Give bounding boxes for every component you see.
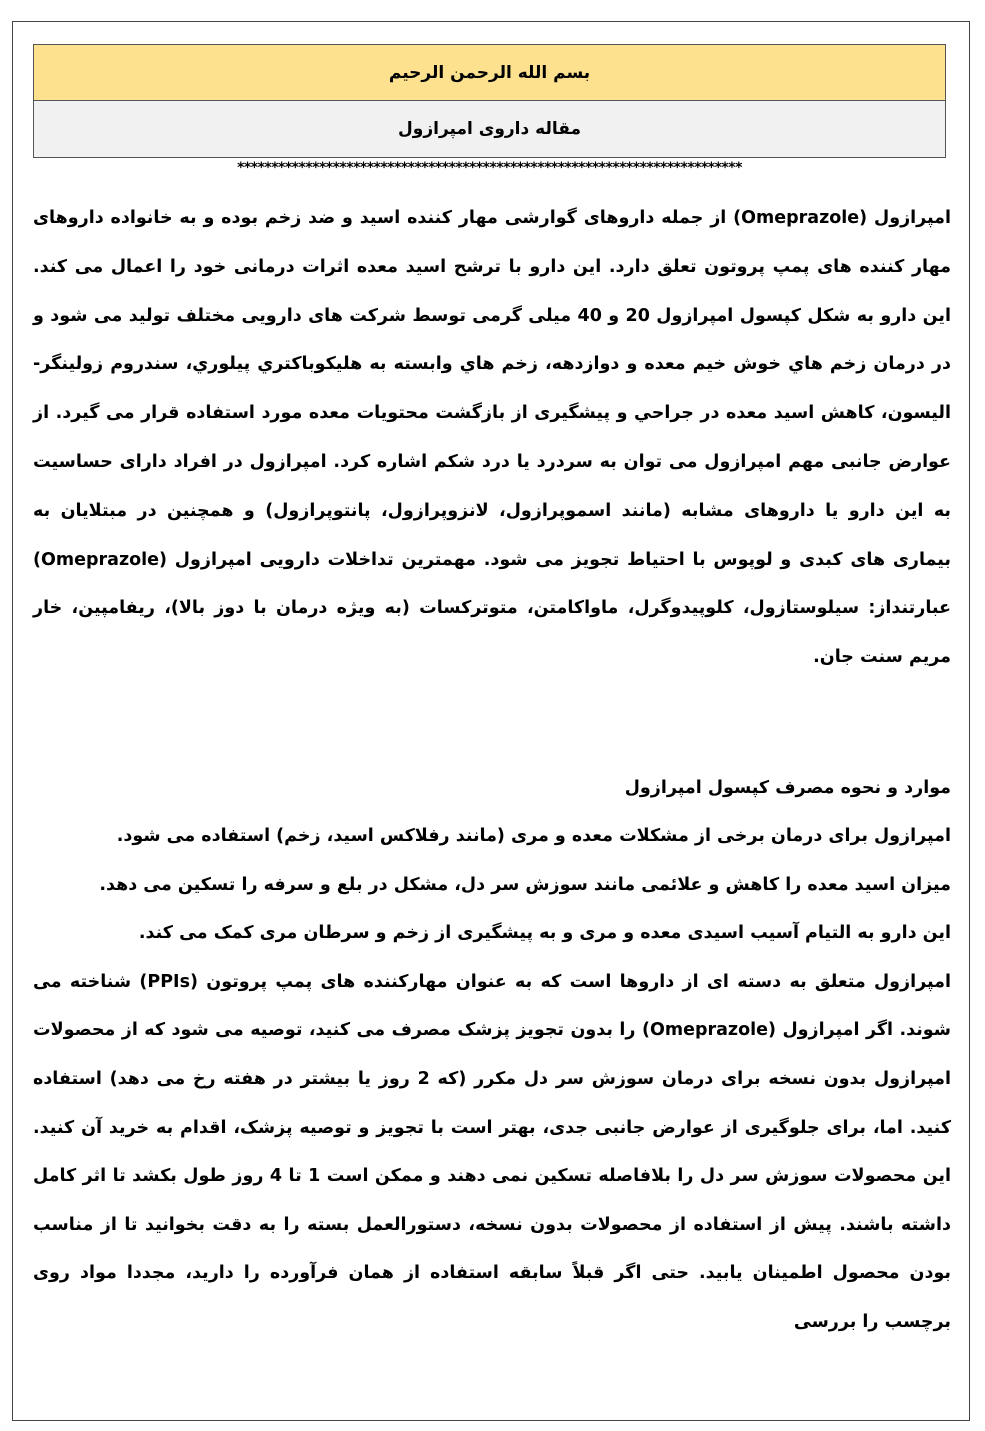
star-separator: **************************************************************************	[237, 160, 742, 176]
section-paragraph: امپرازول متعلق به دسته ای از داروها است که به عنوان مهارکننده های پمپ پروتون (PPIs) شناخته می شوند. اگر امپرازول (Omeprazole) را بدون تجویز پزشک مصرف می کنید، توصیه می شود که از محصولات امپرازول بدون نسخه برای درمان سوزش سر دل مکرر (که 2 روز یا بیشتر در هفته رخ می دهد) استفاده کنید. اما، برای جلوگیری از عوارض جانبی جدی، بهتر است با تجویز و توصیه پزشک، اقدام به خرید آن کنید. این محصولات سوزش سر دل را بلافاصله تسکین نمی دهند و ممکن است 1 تا 4 روز طول بکشد تا اثر کامل داشته باشند. پیش از استفاده از محصولات بدون نسخه، دستورالعمل بسته را به دقت بخوانید تا از مناسب بودن محصول اطمینان یابید. حتی اگر قبلاً سابقه استفاده از همان فرآورده را دارید، مجددا مواد روی برچسب را بررسی	[33, 971, 952, 1332]
section-line-3: این دارو به التیام آسیب اسیدی معده و مری و به پیشگیری از زخم و سرطان مری کمک می کند.	[138, 923, 951, 944]
section-line-2: میزان اسید معده را کاهش و علائمی مانند سوزش سر دل، مشکل در بلع و سرفه را تسکین می دهد.	[99, 874, 951, 895]
section-heading: موارد و نحوه مصرف کپسول امپرازول	[624, 777, 951, 798]
article-body	[33, 194, 951, 1347]
basmala-heading: بسم الله الرحمن الرحیم	[34, 45, 945, 101]
article-title: مقاله داروی امپرازول	[34, 101, 945, 157]
header-table	[33, 44, 946, 158]
section-spacer	[33, 682, 951, 764]
section-line-1: امپرازول برای درمان برخی از مشکلات معده و مری (مانند رفلاکس اسید، زخم) استفاده می شود.	[116, 825, 951, 846]
intro-paragraph: امپرازول (Omeprazole) از جمله داروهای گوارشی مهار کننده اسید و ضد زخم بوده و به خانواده داروهای مهار کننده های پمپ پروتون تعلق دارد. این دارو با ترشح اسید معده اثرات درمانی خود را اعمال می کند. این دارو به شکل کپسول امپرازول 20 و 40 میلی گرمی توسط شرکت های دارویی مختلف تولید می شود و در درمان زخم هاي خوش خیم معده و دوازدهه، زخم هاي وابسته به هلیکوباکتري پیلوري، سندروم زولینگر- الیسون، کاهش اسید معده در جراحي و پیشگیری از بازگشت محتویات معده مورد استفاده قرار می گیرد. از عوارض جانبی مهم امپرازول می توان به سردرد یا درد شکم اشاره کرد. امپرازول در افراد دارای حساسیت به این دارو یا داروهای مشابه (مانند اسموپرازول، لانزوپرازول، پانتوپرازول) و همچنین در مبتلایان به بیماری های کبدی و لوپوس با احتیاط تجویز می شود. مهمترین تداخلات دارویی امپرازول (Omeprazole) عبارتنداز: سیلوستازول، کلوپیدوگرل، ماواکامتن، متوترکسات (به ویژه درمان با دوز بالا)، ریفامپین، خار مریم سنت جان.	[33, 208, 952, 668]
